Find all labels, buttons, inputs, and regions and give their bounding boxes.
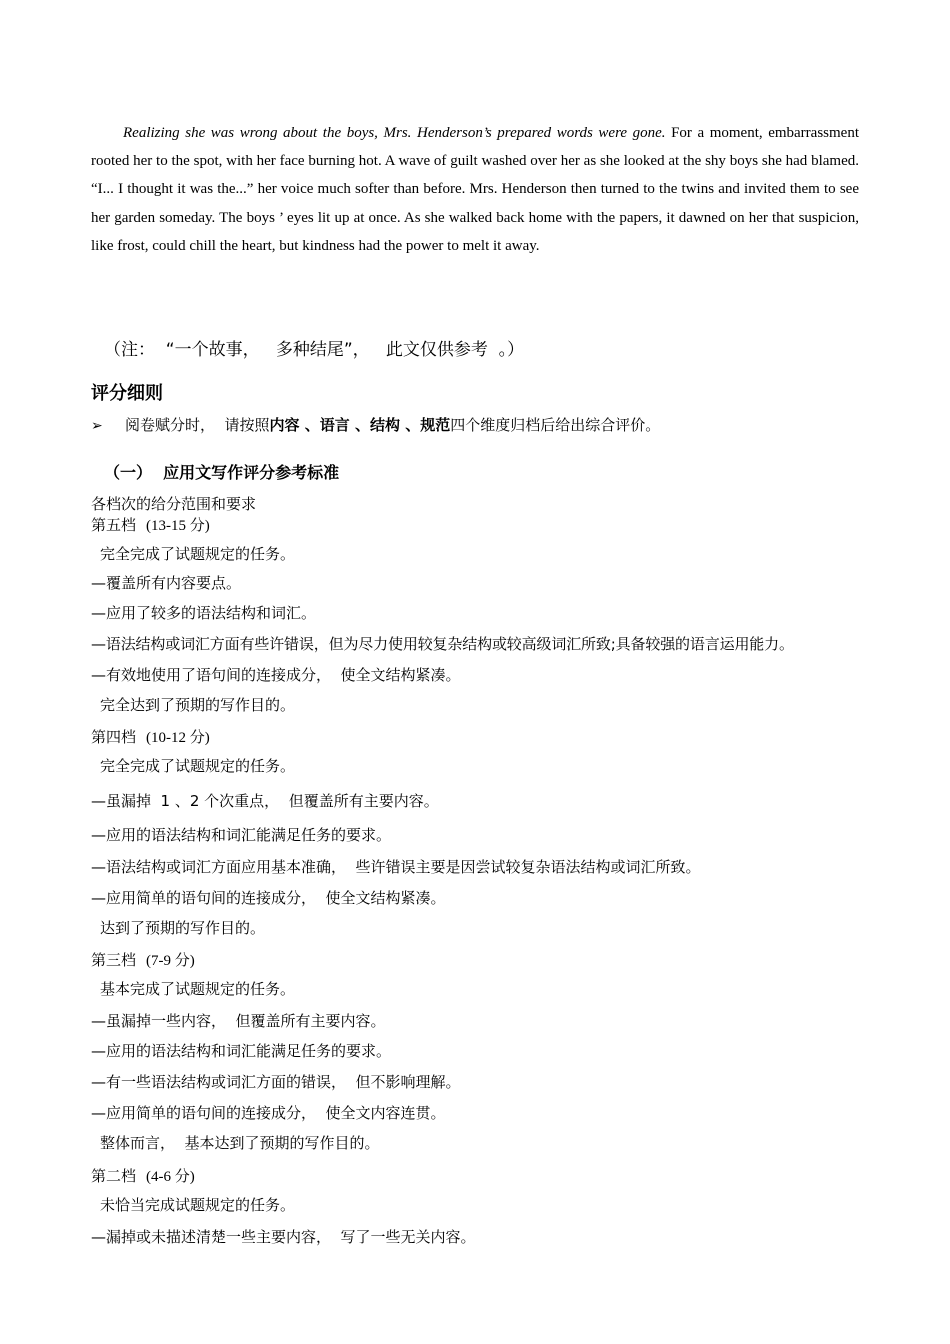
level-name: 第五档 [91,516,137,534]
story-paragraph [91,119,859,260]
level-name: 第二档 [91,1167,137,1185]
level-summary: 未恰当完成试题规定的任务。 [100,1196,296,1214]
level-score: (7-9 分) [146,953,195,969]
instruction-prefix: 阅卷赋分时， 请按照 [125,416,270,434]
reference-note: （注： “一个故事， 多种结尾”， 此文仅供参考 。） [104,340,525,360]
instruction-dimensions: 内容 、语言 、结构 、规范 [269,416,451,434]
level-heading [91,726,210,747]
arrow-bullet-icon: ➢ [91,418,103,434]
level-point: —有一些语法结构或词汇方面的错误， 但不影响理解。 [91,1073,461,1091]
level-conclusion: 整体而言， 基本达到了预期的写作目的。 [100,1134,380,1152]
level-point: —应用的语法结构和词汇能满足任务的要求。 [91,826,392,844]
level-name: 第四档 [91,728,137,746]
level-conclusion: 完全达到了预期的写作目的。 [100,696,296,714]
level-point: —应用简单的语句间的连接成分， 使全文结构紧凑。 [91,889,446,907]
level-point: —虽漏掉一些内容， 但覆盖所有主要内容。 [91,1012,386,1030]
section-title: 评分细则 [91,383,163,404]
level-score: (13-15 分) [146,518,210,534]
criteria-subtitle: 各档次的给分范围和要求 [91,495,257,513]
level-point: —漏掉或未描述清楚一些主要内容， 写了一些无关内容。 [91,1228,476,1246]
level-point: —语法结构或词汇方面应用基本准确， 些许错误主要是因尝试较复杂语法结构或词汇所致。 [91,858,701,876]
story-body: For a moment, embarrassment rooted her to the spot, with her face burning hot. A wave of guilt washed over her as she looked at the shy boys she had blamed. “I... I thought it was the...” her voice much softer than before. Mrs. Henderson then turned to the twins and invited them to see her garden someday. The boys ’ eyes lit up at once. As she walked back home with the papers, it dawned on her that suspicion, like frost, could chill the heart, but kindness had the power to melt it away. [91,125,859,254]
level-score: (10-12 分) [146,730,210,746]
level-conclusion: 达到了预期的写作目的。 [100,919,266,937]
subsection-title: （一） 应用文写作评分参考标准 [104,463,340,482]
level-point: —覆盖所有内容要点。 [91,574,242,592]
level-summary: 完全完成了试题规定的任务。 [100,757,296,775]
level-point: —应用了较多的语法结构和词汇。 [91,604,317,622]
level-name: 第三档 [91,951,137,969]
instruction-suffix: 四个维度归档后给出综合评价。 [450,416,661,434]
level-point: —语法结构或词汇方面有些许错误，但为尽力使用较复杂结构或较高级词汇所致;具备较强的语言运用能力。 [91,635,794,653]
level-heading [91,1165,195,1186]
level-point: —虽漏掉 1 、2 个次重点， 但覆盖所有主要内容。 [91,792,439,810]
level-heading [91,514,210,535]
story-italic-lead: Realizing she was wrong about the boys, Mrs. Henderson’s prepared words were gone. [123,125,666,141]
level-heading [91,949,195,970]
level-summary: 基本完成了试题规定的任务。 [100,980,296,998]
level-point: —有效地使用了语句间的连接成分， 使全文结构紧凑。 [91,666,461,684]
level-point: —应用简单的语句间的连接成分， 使全文内容连贯。 [91,1104,446,1122]
level-score: (4-6 分) [146,1169,195,1185]
level-point: —应用的语法结构和词汇能满足任务的要求。 [91,1042,392,1060]
level-summary: 完全完成了试题规定的任务。 [100,545,296,563]
instruction-line [91,414,660,435]
